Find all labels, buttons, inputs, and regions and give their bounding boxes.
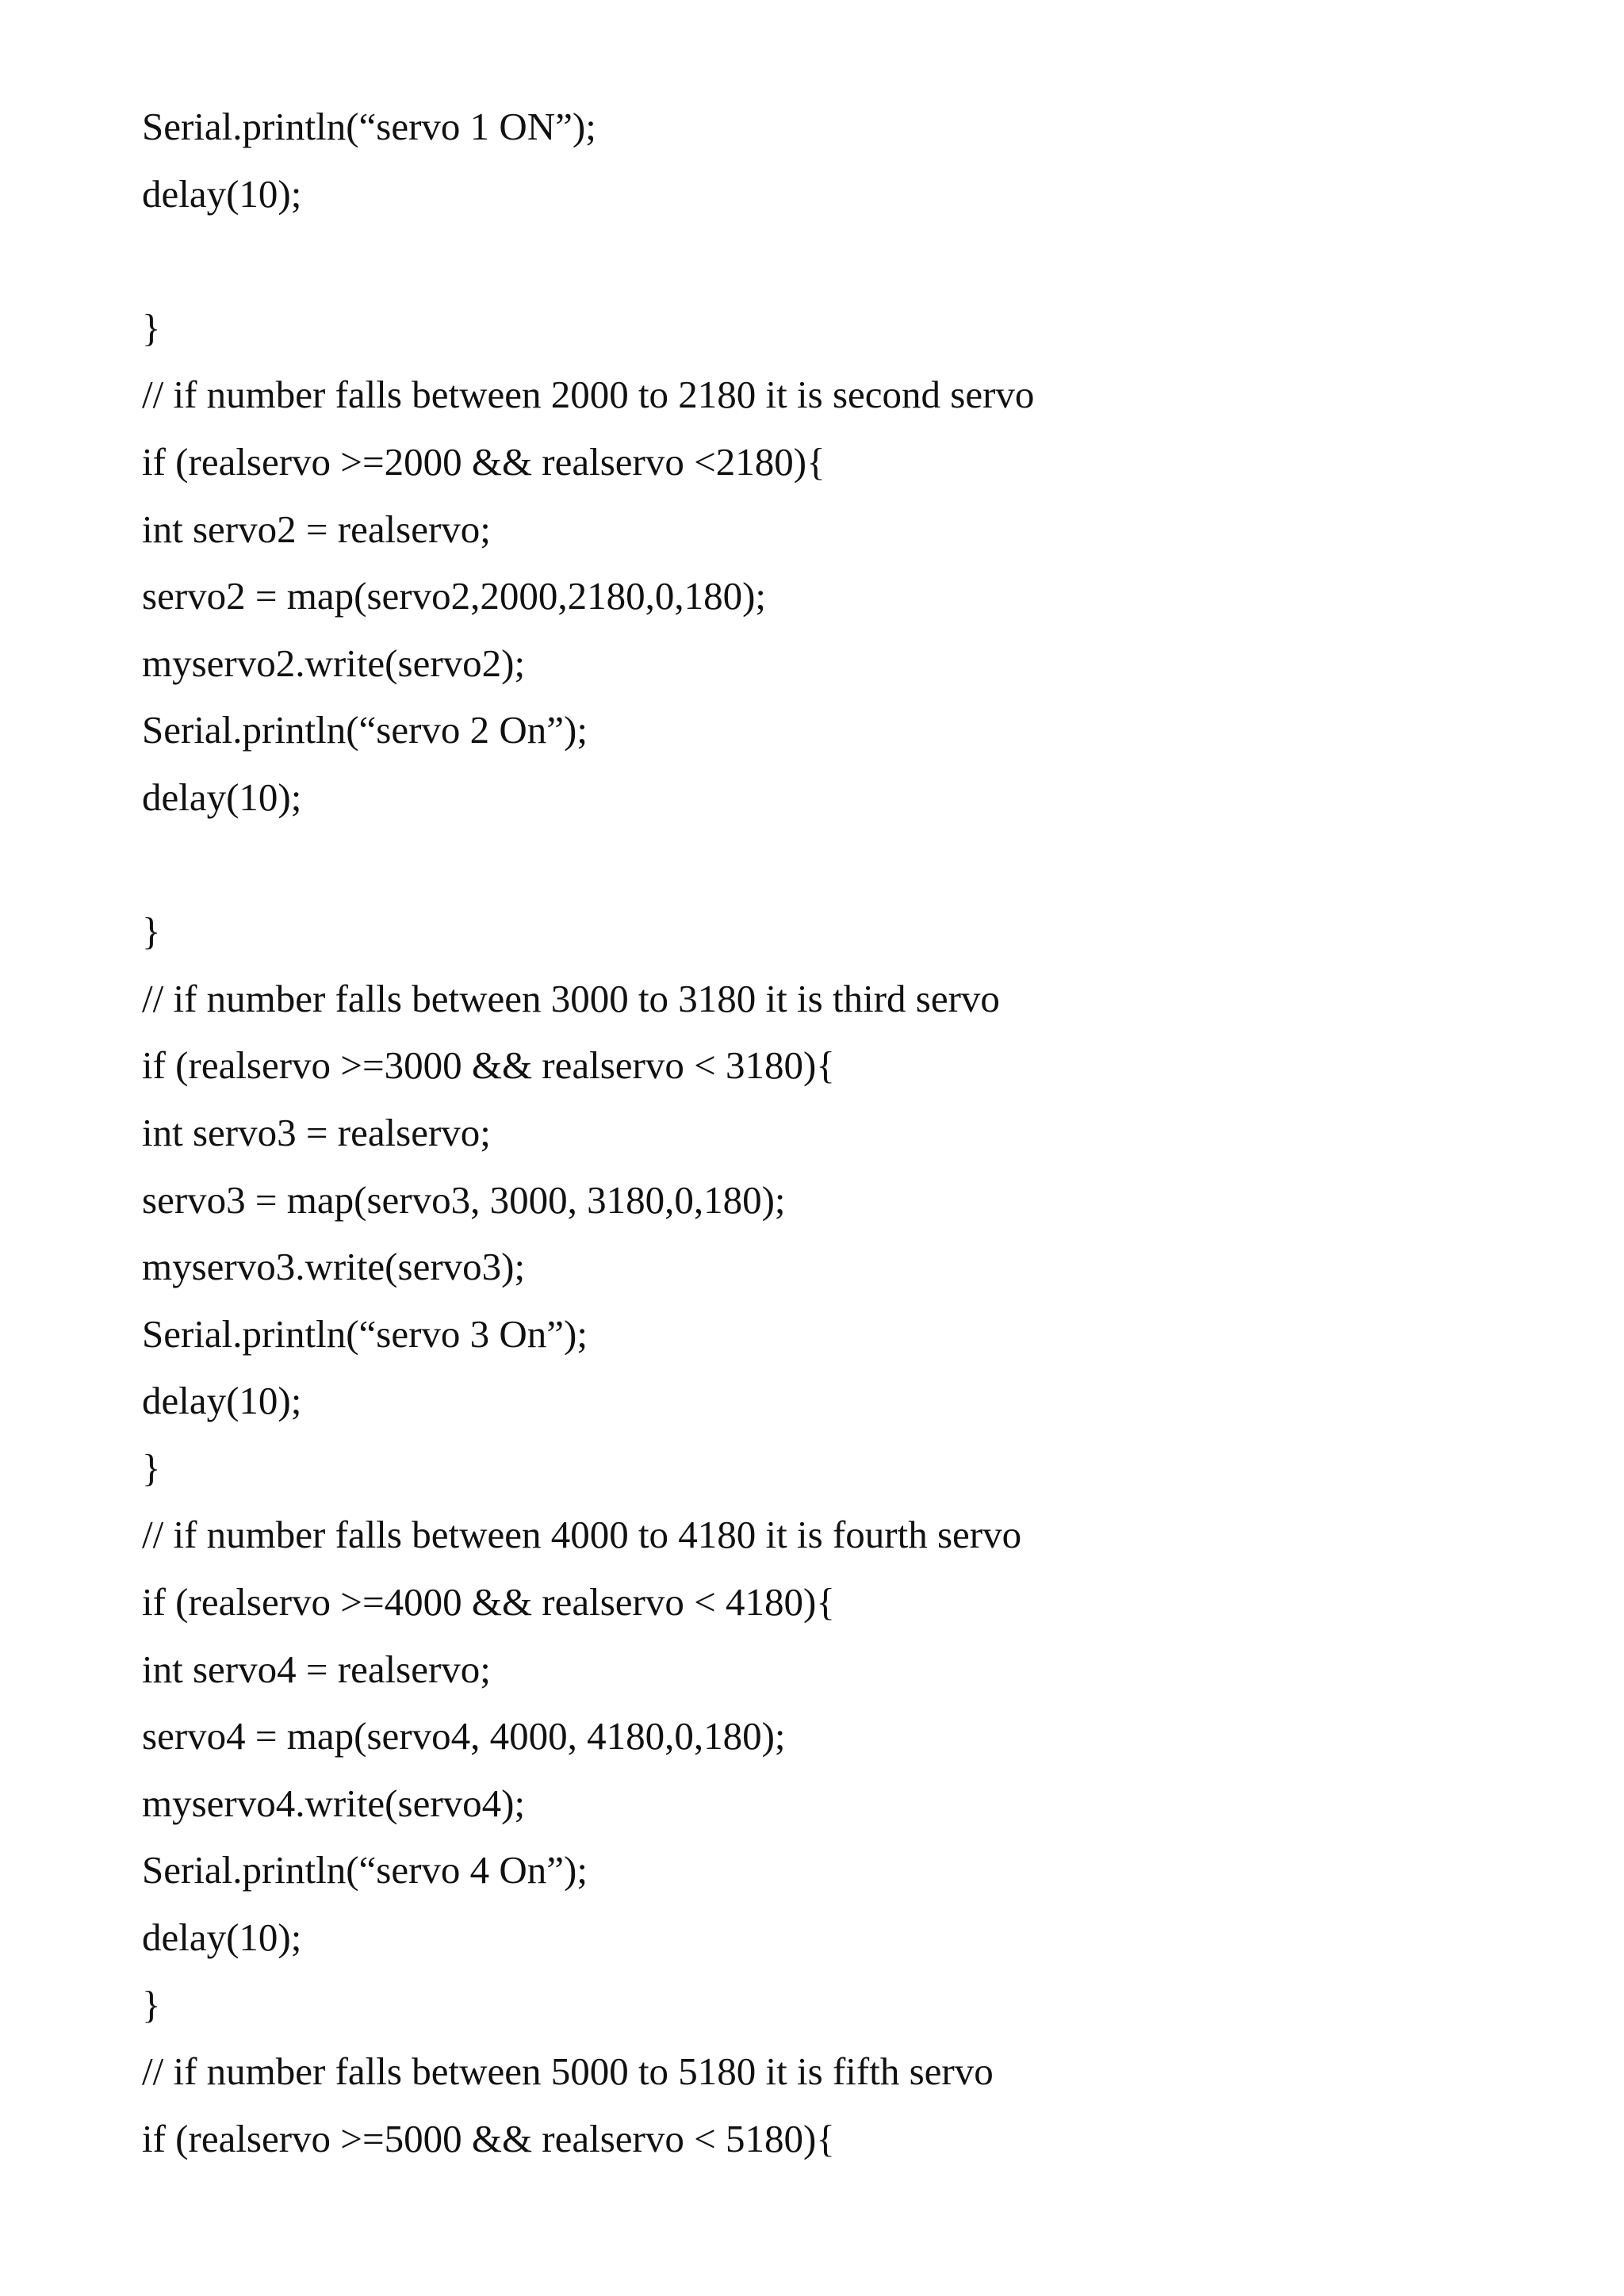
code-line: Serial.println(“servo 1 ON”);	[142, 105, 596, 148]
code-comment: // if number falls between 2000 to 2180 it is second servo	[142, 373, 1035, 417]
code-line: }	[142, 305, 161, 350]
code-line: Serial.println(“servo 4 On”);	[142, 1848, 588, 1892]
code-comment: // if number falls between 4000 to 4180 it is fourth servo	[142, 1513, 1022, 1557]
code-comment: // if number falls between 3000 to 3180 it is third servo	[142, 976, 1000, 1020]
code-line: }	[142, 1982, 161, 2026]
code-line: myservo2.write(servo2);	[142, 641, 526, 685]
code-line: myservo4.write(servo4);	[142, 1781, 526, 1825]
code-line: int servo3 = realservo;	[142, 1110, 491, 1154]
code-line: servo3 = map(servo3, 3000, 3180,0,180);	[142, 1177, 786, 1222]
code-line: }	[142, 1445, 161, 1490]
code-listing	[142, 94, 1034, 2172]
code-line: if (realservo >=5000 && realservo < 5180){	[142, 2116, 835, 2160]
code-line: delay(10);	[142, 775, 302, 819]
code-line: Serial.println(“servo 2 On”);	[142, 708, 588, 752]
code-line: int servo4 = realservo;	[142, 1647, 491, 1691]
code-line: if (realservo >=4000 && realservo < 4180){	[142, 1580, 835, 1624]
blank-line	[142, 228, 1034, 295]
code-comment: // if number falls between 5000 to 5180 it is fifth servo	[142, 2049, 994, 2094]
code-line: delay(10);	[142, 171, 302, 216]
code-line: Serial.println(“servo 3 On”);	[142, 1311, 588, 1356]
code-line: delay(10);	[142, 1379, 302, 1423]
code-line: myservo3.write(servo3);	[142, 1245, 526, 1289]
code-line: if (realservo >=3000 && realservo < 3180){	[142, 1043, 835, 1088]
code-line: }	[142, 909, 161, 954]
code-line: int servo2 = realservo;	[142, 507, 491, 551]
code-line: servo4 = map(servo4, 4000, 4180,0,180);	[142, 1714, 786, 1758]
code-line: if (realservo >=2000 && realservo <2180){	[142, 439, 825, 484]
code-line: servo2 = map(servo2,2000,2180,0,180);	[142, 574, 767, 618]
code-line: delay(10);	[142, 1915, 302, 1960]
blank-line	[142, 832, 1034, 899]
